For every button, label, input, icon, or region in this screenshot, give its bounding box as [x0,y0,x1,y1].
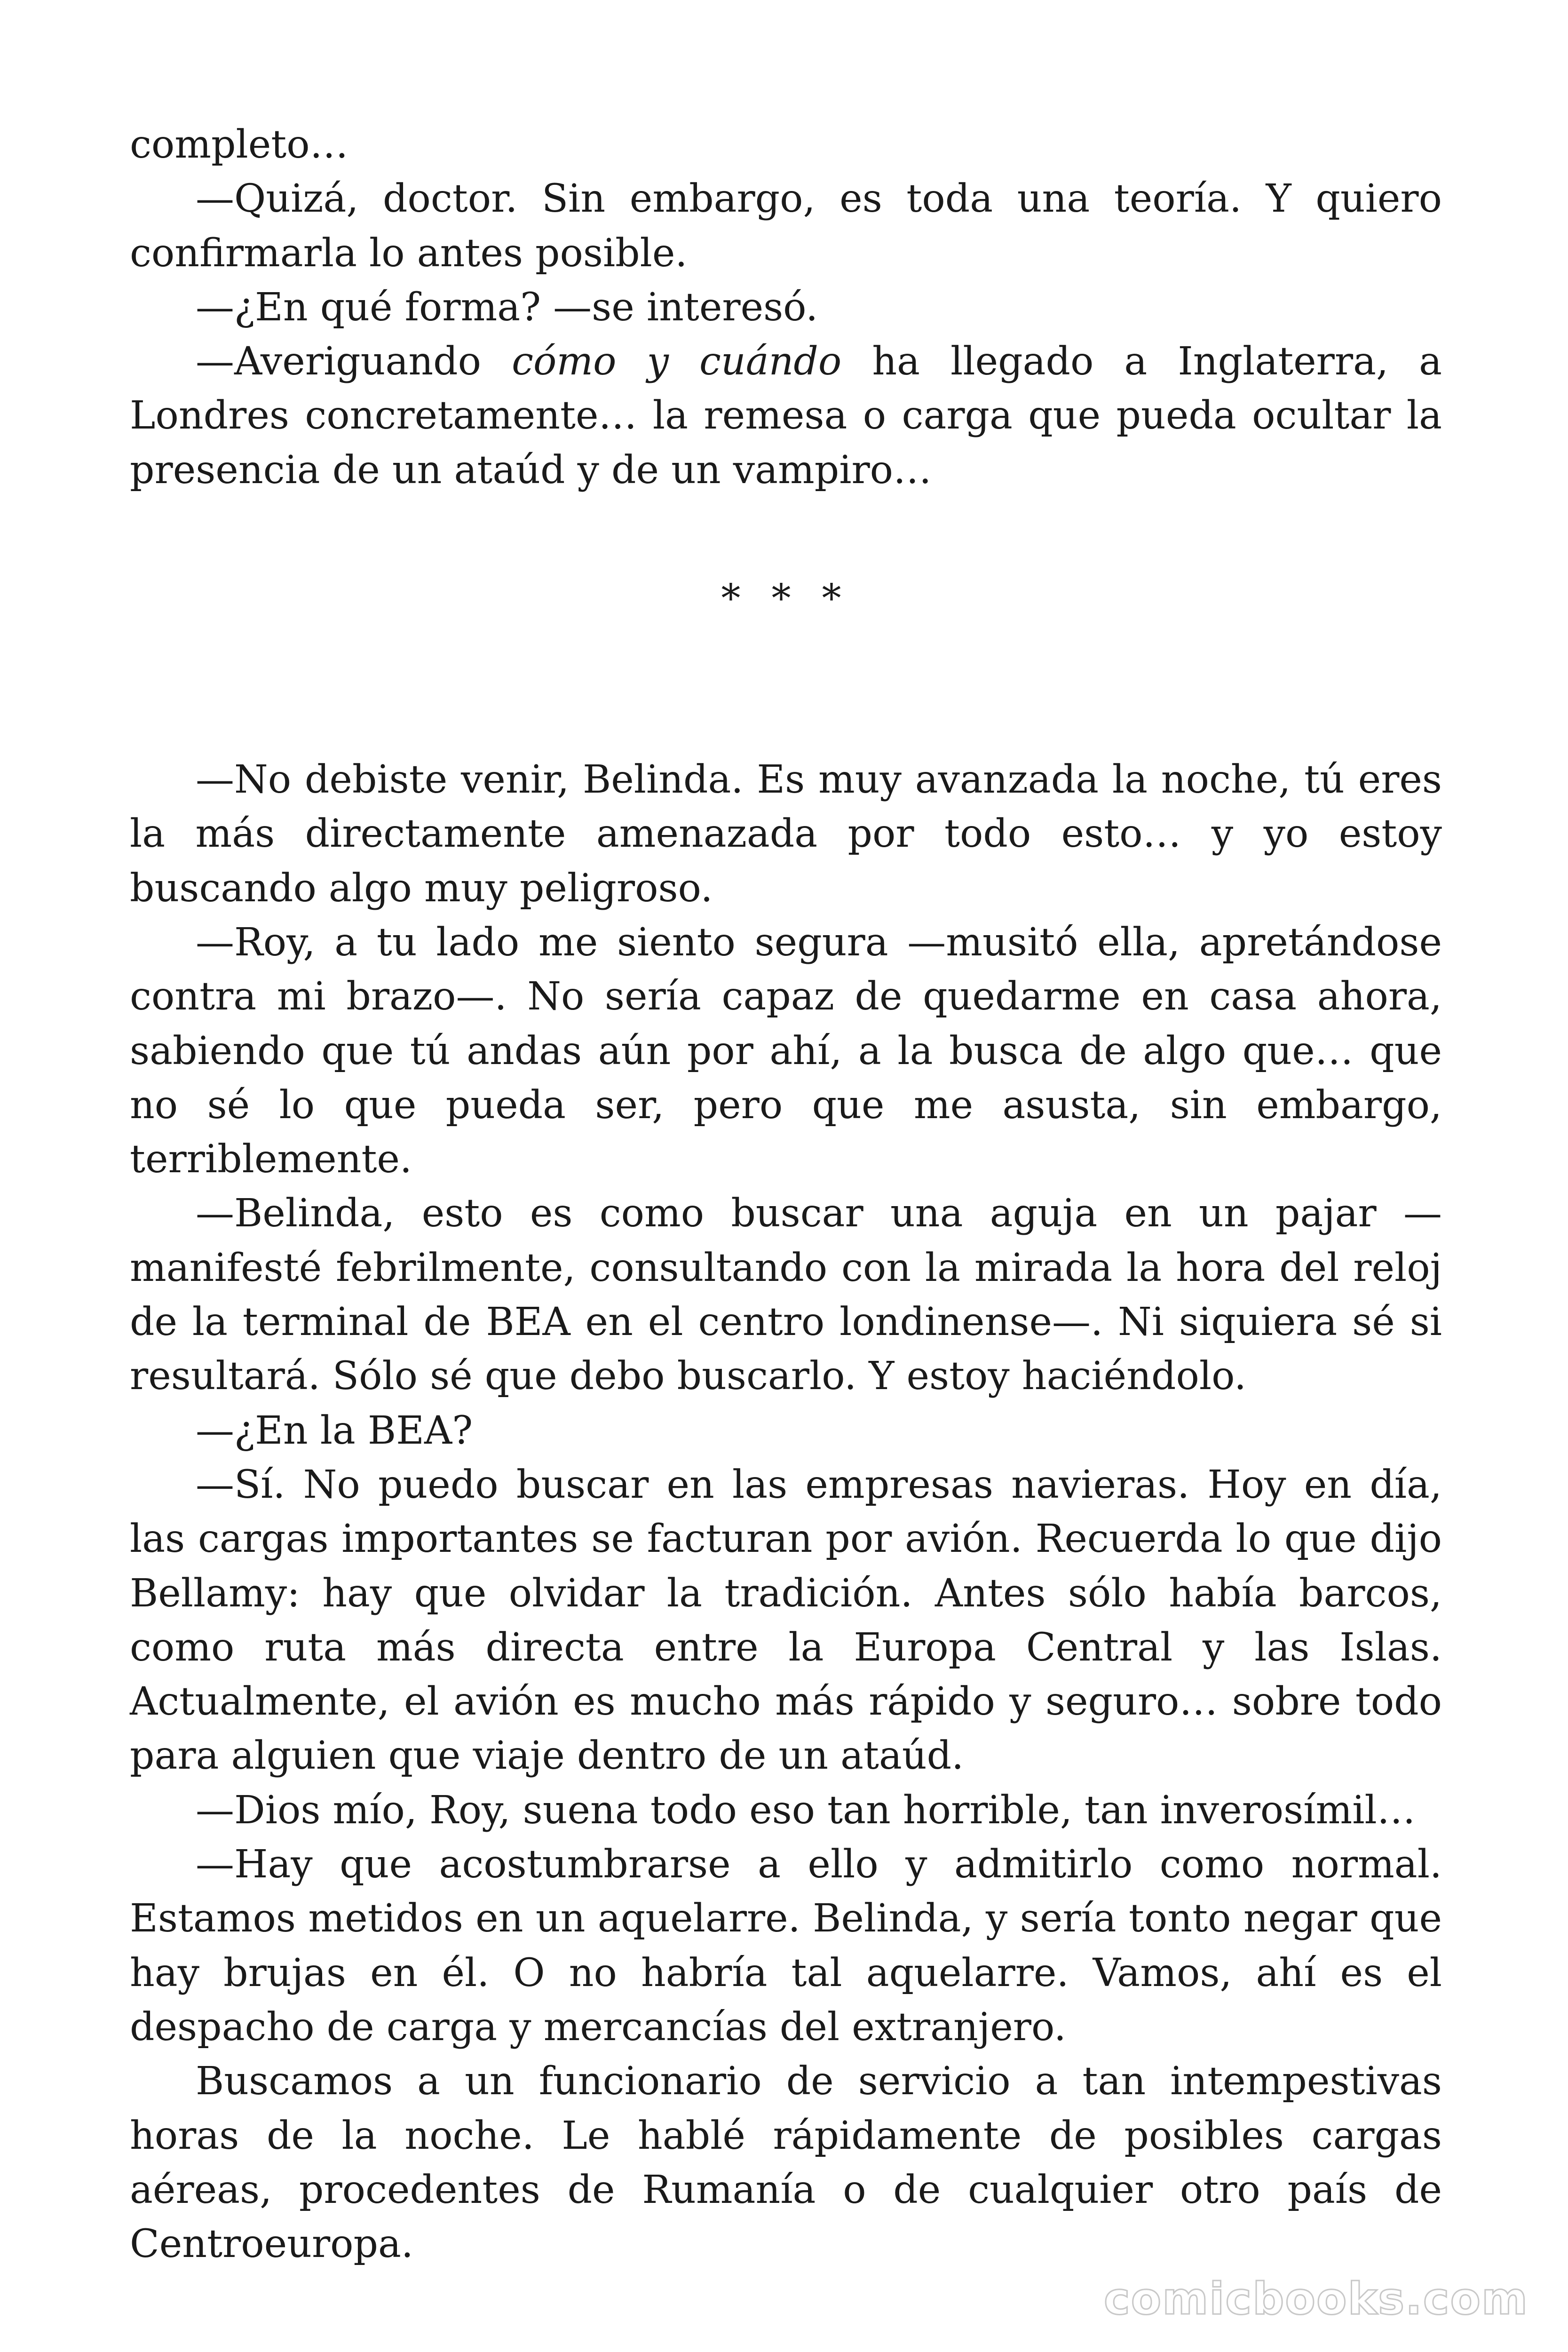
paragraph-3: —¿En qué forma? —se interesó. [196,285,818,330]
spacer [130,497,1442,572]
paragraph-10: —Dios mío, Roy, suena todo eso tan horrible, tan inverosímil… [196,1788,1416,1833]
paragraph-4-before: —Averiguando [196,339,512,384]
paragraph-12: Buscamos a un funcionario de servicio a tan intempestivas horas de la noche. Le hablé rápidamente de posibles cargas aéreas, procedentes de Rumanía o de cualquier otro país de Centroeuropa. [130,2059,1442,2267]
paragraph-5: —No debiste venir, Belinda. Es muy avanzada la noche, tú eres la más directamente amenazada por todo esto… y yo estoy buscando algo muy peligroso. [130,757,1442,911]
watermark-text: comicbooks.com [1103,2273,1528,2325]
paragraph-6: —Roy, a tu lado me siento segura —musitó ella, apretándose contra mi brazo—. No sería capaz de quedarme en casa ahora, sabiendo que tú andas aún por ahí, a la busca de algo que… que no sé lo que pueda ser, pero que me asusta, sin embargo, terriblemente. [130,920,1442,1182]
spacer [130,626,1442,753]
scene-separator: * * * [721,576,851,621]
paragraph-4-after: ha llegado a Inglaterra, a Londres concretamente… la remesa o carga que pueda ocultar la presencia de un ataúd y de un vampiro… [130,339,1442,493]
paragraph-7: —Belinda, esto es como buscar una aguja en un pajar —manifesté febrilmente, consultando con la mirada la hora del reloj de la terminal de BEA en el centro londinense—. Ni siquiera sé si resultará. Sólo sé que debo buscarlo. Y estoy haciéndolo. [130,1191,1442,1399]
paragraph-11: —Hay que acostumbrarse a ello y admitirlo como normal. Estamos metidos en un aquelarre. Belinda, y sería tonto negar que hay brujas en él. O no habría tal aquelarre. Vamos, ahí es el despacho de carga y mercancías del extranjero. [130,1842,1442,2050]
paragraph-4-emphasis: cómo y cuándo [512,339,842,384]
paragraph-1: completo… [130,122,348,167]
paragraph-9: —Sí. No puedo buscar en las empresas navieras. Hoy en día, las cargas importantes se facturan por avión. Recuerda lo que dijo Bellamy: hay que olvidar la tradición. Antes sólo había barcos, como ruta más directa entre la Europa Central y las Islas. Actualmente, el avión es mucho más rápido y seguro… sobre todo para alguien que viaje dentro de un ataúd. [130,1462,1442,1779]
book-page [130,118,1442,2271]
paragraph-8: —¿En la BEA? [196,1408,473,1453]
paragraph-4 [130,334,1442,497]
paragraph-2: —Quizá, doctor. Sin embargo, es toda una teoría. Y quiero confirmarla lo antes posible. [130,176,1442,276]
